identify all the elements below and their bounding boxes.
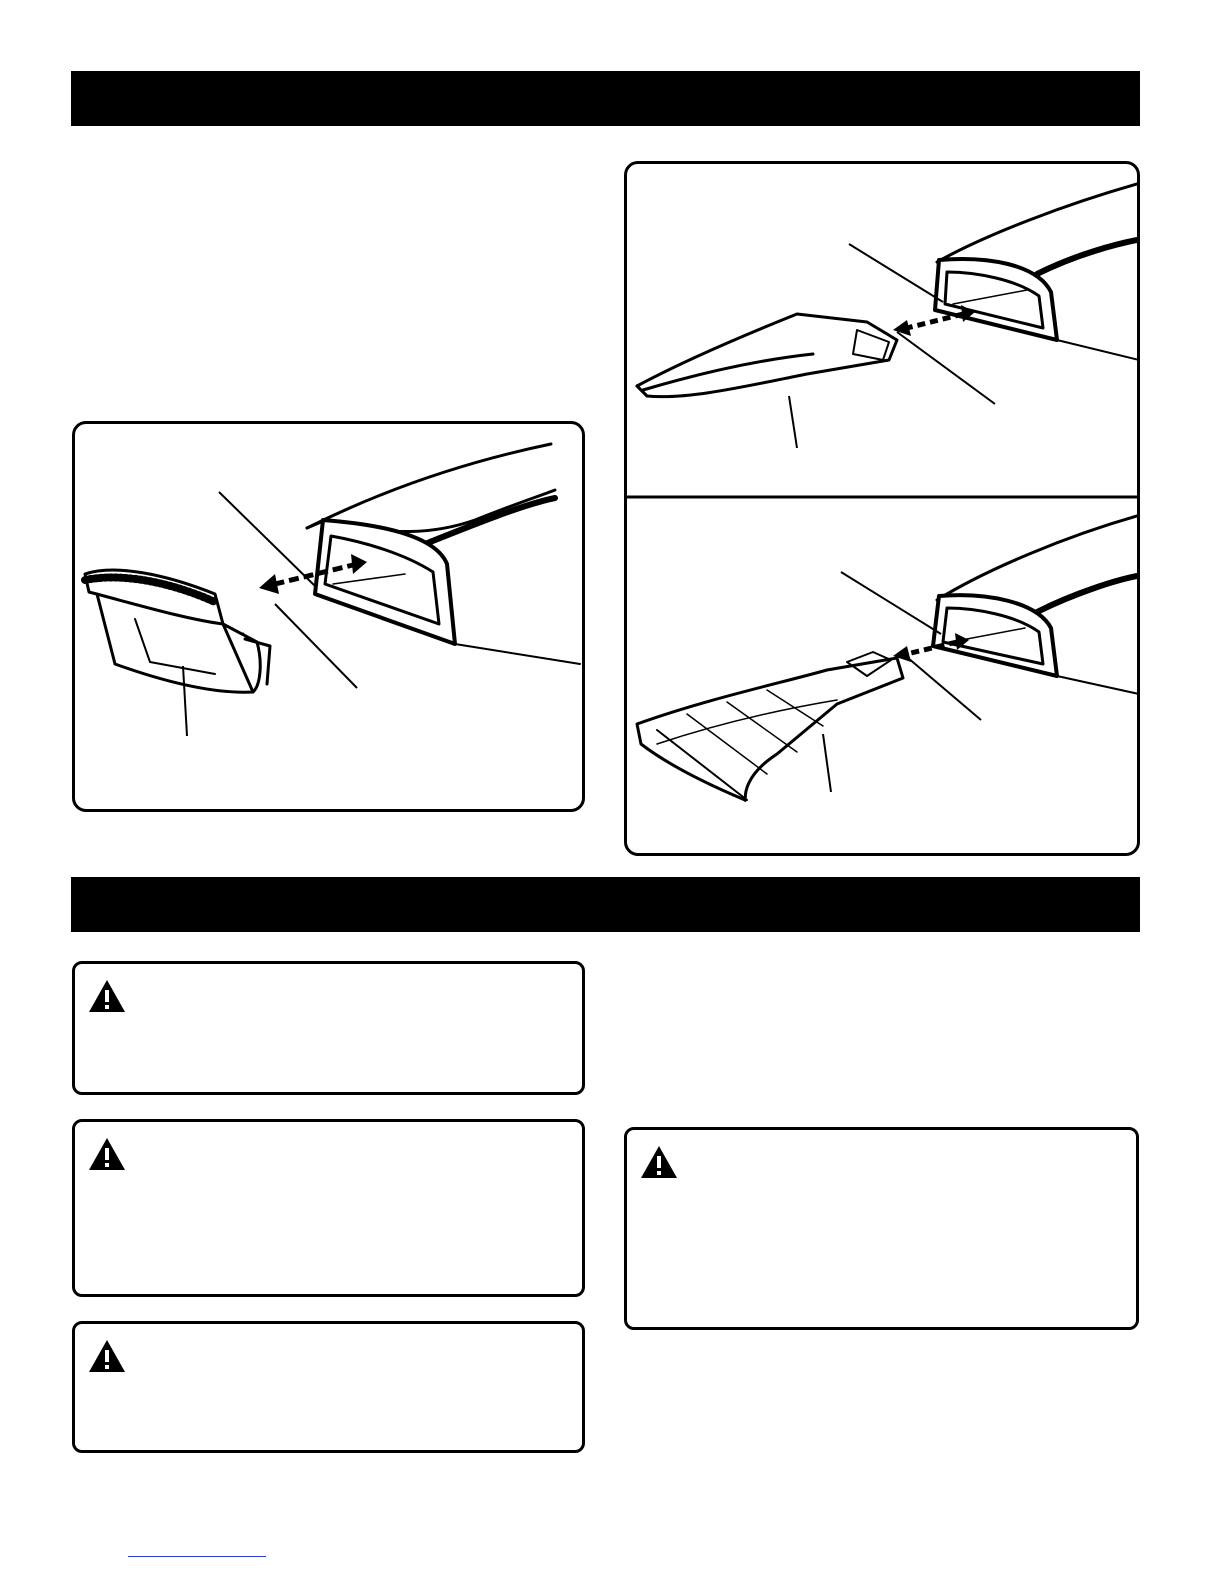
warning-triangle-icon (639, 1144, 679, 1180)
warning-box (624, 1127, 1139, 1330)
warning-box (72, 1321, 585, 1453)
warning-triangle-icon (87, 978, 127, 1014)
warning-box (72, 1119, 585, 1297)
warning-box (72, 961, 585, 1095)
brush-attachment-illustration (75, 424, 585, 812)
warning-triangle-icon (87, 1338, 127, 1374)
figure-crevice-and-nozzle (624, 161, 1140, 856)
figure-dusting-brush (72, 421, 585, 812)
warning-triangle-icon (87, 1136, 127, 1172)
hyperlink-underline[interactable] (128, 1556, 266, 1557)
section-header-bar-assembly (71, 71, 1140, 126)
crevice-tool-illustration (627, 164, 1140, 856)
section-header-bar-operation (71, 877, 1140, 932)
